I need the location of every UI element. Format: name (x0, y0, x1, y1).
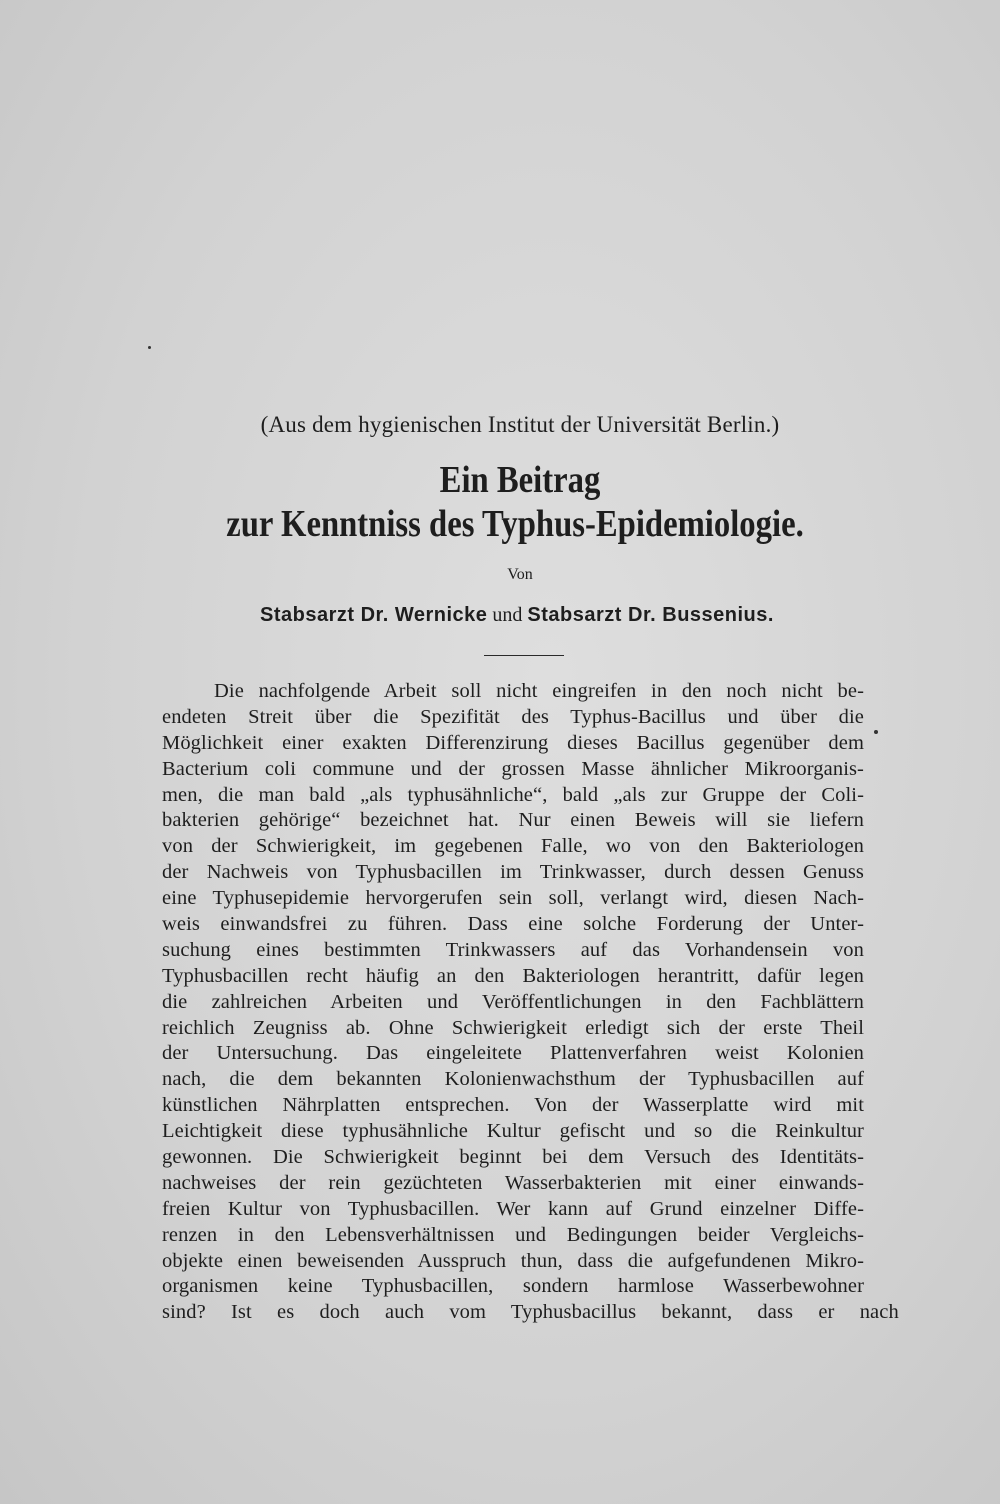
body-line: die zahlreichen Arbeiten und Veröffentlichungen in den Fachblättern (162, 990, 864, 1013)
author-1: Stabsarzt Dr. Wernicke (260, 604, 488, 626)
body-line: Typhusbacillen recht häufig an den Bakteriologen herantritt, dafür legen (162, 964, 864, 987)
body-line: sind? Ist es doch auch vom Typhusbacillus bekannt, dass er nach (162, 1301, 899, 1324)
ink-speck (874, 730, 878, 734)
body-line: weis einwandsfrei zu führen. Dass eine solche Forderung der Unter- (162, 913, 864, 936)
body-line: men, die man bald „als typhusähnliche“, bald „als zur Gruppe der Coli- (162, 783, 864, 806)
title-line-1: Ein Beitrag (439, 459, 601, 501)
title-line-2: zur Kenntniss des Typhus-Epidemiologie. (226, 503, 804, 545)
body-line: endeten Streit über die Spezifität des Typhus-Bacillus und über die (162, 705, 864, 728)
byline-von: Von (507, 566, 533, 583)
ink-speck (148, 346, 151, 349)
body-line: von der Schwierigkeit, im gegebenen Falle, wo von den Bakteriologen (162, 835, 864, 858)
body-paragraph (162, 679, 899, 1326)
institute-note: (Aus dem hygienischen Institut der Universität Berlin.) (260, 412, 780, 437)
body-line: Die nachfolgende Arbeit soll nicht eingreifen in den noch nicht be- (214, 680, 864, 702)
body-line: Leichtigkeit diese typhusähnliche Kultur gefischt und so die Reinkultur (162, 1120, 864, 1143)
authors-line (0, 604, 1000, 627)
body-line: reichlich Zeugniss ab. Ohne Schwierigkeit erledigt sich der erste Theil (162, 1016, 864, 1039)
body-line: organismen keine Typhusbacillen, sondern harmlose Wasserbewohner (162, 1275, 864, 1298)
body-line: suchung eines bestimmten Trinkwassers auf das Vorhandensein von (162, 938, 864, 961)
body-line: bakterien gehörige“ bezeichnet hat. Nur einen Beweis will sie liefern (162, 809, 864, 832)
author-2: Stabsarzt Dr. Bussenius. (527, 604, 774, 626)
body-line: nachweises der rein gezüchteten Wasserbakterien mit einer einwands- (162, 1171, 864, 1194)
body-line: der Nachweis von Typhusbacillen im Trinkwasser, durch dessen Genuss (162, 861, 864, 884)
body-line: künstlichen Nährplatten entsprechen. Von der Wasserplatte wird mit (162, 1094, 864, 1117)
separator-rule (484, 655, 564, 656)
body-line: freien Kultur von Typhusbacillen. Wer kann auf Grund einzelner Diffe- (162, 1197, 864, 1220)
body-line: Bacterium coli commune und der grossen Masse ähnlicher Mikroorganis- (162, 757, 864, 780)
body-line: renzen in den Lebensverhältnissen und Bedingungen beider Vergleichs- (162, 1223, 864, 1246)
body-line: eine Typhusepidemie hervorgerufen sein soll, verlangt wird, diesen Nach- (162, 887, 864, 910)
body-line: objekte einen beweisenden Ausspruch thun, dass die aufgefundenen Mikro- (162, 1249, 864, 1272)
body-line: der Untersuchung. Das eingeleitete Plattenverfahren weist Kolonien (162, 1042, 864, 1065)
body-line: gewonnen. Die Schwierigkeit beginnt bei dem Versuch des Identitäts- (162, 1146, 864, 1169)
body-line: nach, die dem bekannten Kolonienwachsthum der Typhusbacillen auf (162, 1068, 864, 1091)
author-conjunction: und (492, 604, 523, 626)
body-line: Möglichkeit einer exakten Differenzirung dieses Bacillus gegenüber dem (162, 731, 864, 754)
